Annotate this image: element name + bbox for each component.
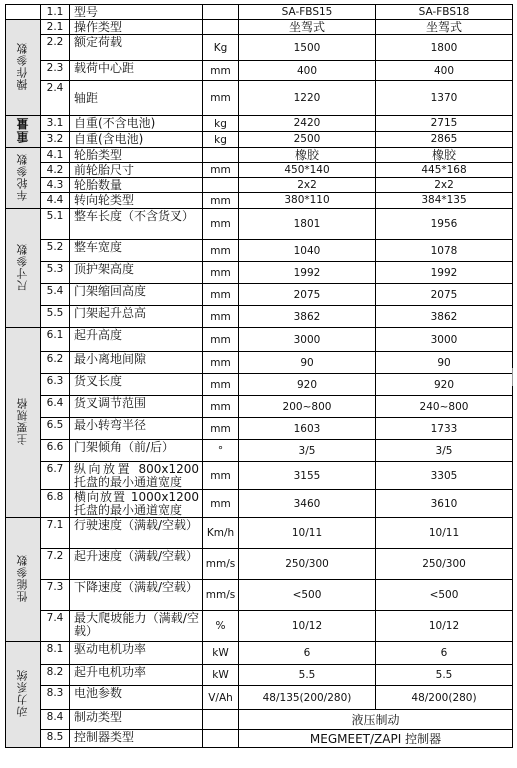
row-number: 1.1 (41, 5, 70, 20)
spec-row (6, 193, 513, 209)
model-b-value: 5.5 (376, 665, 513, 686)
row-name: 门架倾角（前/后） (70, 440, 203, 462)
header-blank-cell (6, 5, 41, 20)
scroll-mark (512, 368, 516, 386)
model-b-value: 2x2 (376, 178, 513, 193)
row-number: 5.2 (41, 240, 70, 262)
model-a-value: 1801 (239, 209, 376, 240)
model-a-value: 10/11 (239, 518, 376, 549)
row-unit: mm (203, 396, 239, 418)
header-row (6, 5, 513, 20)
spec-table (5, 4, 513, 748)
row-number: 6.4 (41, 396, 70, 418)
row-name: 转向轮类型 (70, 193, 203, 209)
spec-row (6, 374, 513, 396)
section-label: 尺寸参数 (16, 242, 29, 291)
model-a-value: 920 (239, 374, 376, 396)
merged-value: 液压制动 (239, 710, 513, 730)
model-a-value: 10/12 (239, 611, 376, 642)
row-name: 门架缩回高度 (70, 284, 203, 306)
model-b-value: 2075 (376, 284, 513, 306)
model-a-value: 3460 (239, 490, 376, 518)
row-unit: Km/h (203, 518, 239, 549)
row-number: 4.1 (41, 148, 70, 163)
row-number: 5.5 (41, 306, 70, 328)
section-label: 性能参数 (16, 554, 29, 602)
row-name: 行驶速度（满载/空载） (70, 518, 203, 549)
spec-row (6, 642, 513, 665)
spec-row (6, 490, 513, 518)
model-a-value: 2075 (239, 284, 376, 306)
model-b-value: 250/300 (376, 549, 513, 580)
model-a-value: 坐驾式 (239, 20, 376, 35)
row-name: 货叉长度 (70, 374, 203, 396)
section-label-cell (6, 518, 41, 642)
model-a-value: 2x2 (239, 178, 376, 193)
model-b-value: 90 (376, 352, 513, 374)
model-a-value: 5.5 (239, 665, 376, 686)
row-name: 轮胎数量 (70, 178, 203, 193)
row-unit (203, 20, 239, 35)
row-name: 整车宽度 (70, 240, 203, 262)
model-a-value: 3155 (239, 462, 376, 490)
row-number: 5.4 (41, 284, 70, 306)
model-b-value: 240~800 (376, 396, 513, 418)
spec-row (6, 665, 513, 686)
model-b-value: 橡胶 (376, 148, 513, 163)
row-number: 2.3 (41, 61, 70, 81)
model-b-value: 3610 (376, 490, 513, 518)
spec-row (6, 35, 513, 61)
row-number: 7.2 (41, 549, 70, 580)
model-a-value: 48/135(200/280) (239, 686, 376, 710)
model-a-value: 2500 (239, 132, 376, 148)
row-number: 6.6 (41, 440, 70, 462)
row-name: 货叉调节范围 (70, 396, 203, 418)
model-b-value: 3/5 (376, 440, 513, 462)
row-number: 6.5 (41, 418, 70, 440)
row-number: 4.4 (41, 193, 70, 209)
model-a-value: 橡胶 (239, 148, 376, 163)
model-a-value: 1220 (239, 81, 376, 116)
model-b-value: 3305 (376, 462, 513, 490)
spec-row (6, 61, 513, 81)
section-label: 动力系统 (16, 669, 29, 717)
spec-row (6, 352, 513, 374)
spec-row (6, 440, 513, 462)
section-label-cell (6, 116, 41, 148)
row-number: 6.1 (41, 328, 70, 352)
model-a-value: 3862 (239, 306, 376, 328)
row-name: 起升电机功率 (70, 665, 203, 686)
row-number: 8.3 (41, 686, 70, 710)
spec-sheet (5, 4, 512, 763)
row-number: 6.8 (41, 490, 70, 518)
row-name: 自重(含电池) (70, 132, 203, 148)
row-name: 制动类型 (70, 710, 203, 730)
row-number: 7.3 (41, 580, 70, 611)
row-number: 3.1 (41, 116, 70, 132)
model-a-value: 1500 (239, 35, 376, 61)
row-number: 2.1 (41, 20, 70, 35)
spec-row (6, 240, 513, 262)
spec-row (6, 132, 513, 148)
model-b-value: 6 (376, 642, 513, 665)
row-unit: mm (203, 418, 239, 440)
row-unit: kW (203, 665, 239, 686)
model-b-value: 2715 (376, 116, 513, 132)
row-unit (203, 710, 239, 730)
section-label: 主要规格 (16, 397, 29, 445)
model-a-value: 250/300 (239, 549, 376, 580)
model-a-value: 3000 (239, 328, 376, 352)
model-b-value: 2865 (376, 132, 513, 148)
row-unit: mm (203, 81, 239, 116)
row-number: 8.1 (41, 642, 70, 665)
row-name: 驱动电机功率 (70, 642, 203, 665)
row-name: 门架起升总高 (70, 306, 203, 328)
spec-row (6, 730, 513, 748)
row-number: 2.2 (41, 35, 70, 61)
spec-row (6, 710, 513, 730)
model-b-value: 10/11 (376, 518, 513, 549)
model-a-value: 1992 (239, 262, 376, 284)
row-name: 纵向放置 800x1200 托盘的最小通道宽度 (70, 462, 203, 490)
row-unit: mm (203, 209, 239, 240)
row-unit: mm/s (203, 549, 239, 580)
model-b-value: 48/200(280) (376, 686, 513, 710)
row-unit: mm (203, 163, 239, 178)
row-unit: ° (203, 440, 239, 462)
section-label-cell (6, 209, 41, 328)
model-b-value: 920 (376, 374, 513, 396)
model-a-value: 3/5 (239, 440, 376, 462)
model-b-value: <500 (376, 580, 513, 611)
row-name: 整车长度（不含货叉） (70, 209, 203, 240)
row-number: 5.1 (41, 209, 70, 240)
spec-row (6, 163, 513, 178)
row-number: 5.3 (41, 262, 70, 284)
row-name: 起升高度 (70, 328, 203, 352)
row-unit (203, 730, 239, 748)
model-a-value: 90 (239, 352, 376, 374)
row-number: 3.2 (41, 132, 70, 148)
section-label-cell (6, 328, 41, 518)
row-unit: kW (203, 642, 239, 665)
row-name: 控制器类型 (70, 730, 203, 748)
row-name: 起升速度（满载/空载） (70, 549, 203, 580)
spec-row (6, 209, 513, 240)
row-unit: mm (203, 284, 239, 306)
model-b-value: 1800 (376, 35, 513, 61)
row-name: 最小转弯半径 (70, 418, 203, 440)
model-b-value: 坐驾式 (376, 20, 513, 35)
spec-row (6, 148, 513, 163)
row-name: 横向放置 1000x1200 托盘的最小通道宽度 (70, 490, 203, 518)
model-a-value: 1603 (239, 418, 376, 440)
row-unit: mm (203, 490, 239, 518)
row-number: 6.7 (41, 462, 70, 490)
section-label-cell (6, 20, 41, 116)
row-name: 最大爬坡能力（满载/空载） (70, 611, 203, 642)
row-name: 轴距 (70, 81, 203, 116)
row-number: 2.4 (41, 81, 70, 116)
model-b-value: 445*168 (376, 163, 513, 178)
row-unit: V/Ah (203, 686, 239, 710)
row-name: 电池参数 (70, 686, 203, 710)
model-a-value: 380*110 (239, 193, 376, 209)
row-unit: mm (203, 462, 239, 490)
model-a-header: SA-FBS15 (239, 5, 376, 20)
spec-row (6, 328, 513, 352)
model-b-value: 1992 (376, 262, 513, 284)
row-unit: mm (203, 193, 239, 209)
row-unit: mm (203, 306, 239, 328)
section-label-cell (6, 642, 41, 748)
spec-row (6, 284, 513, 306)
model-a-value: 450*140 (239, 163, 376, 178)
spec-row (6, 81, 513, 116)
section-label: 重量 (16, 117, 30, 143)
model-b-value: 384*135 (376, 193, 513, 209)
spec-row (6, 518, 513, 549)
row-number: 6.3 (41, 374, 70, 396)
row-name: 下降速度（满载/空载） (70, 580, 203, 611)
row-number: 8.4 (41, 710, 70, 730)
row-name: 轮胎类型 (70, 148, 203, 163)
section-label: 车轮参数 (16, 152, 29, 201)
row-unit: % (203, 611, 239, 642)
spec-row (6, 580, 513, 611)
model-b-value: 1078 (376, 240, 513, 262)
row-unit (203, 178, 239, 193)
row-unit: mm (203, 374, 239, 396)
model-b-value: 3862 (376, 306, 513, 328)
row-unit: mm/s (203, 580, 239, 611)
row-unit: mm (203, 61, 239, 81)
section-label: 操作参数 (16, 42, 29, 90)
header-unit-cell (203, 5, 239, 20)
model-a-value: 2420 (239, 116, 376, 132)
model-a-value: 400 (239, 61, 376, 81)
spec-row (6, 686, 513, 710)
model-b-value: 400 (376, 61, 513, 81)
row-name: 前轮胎尺寸 (70, 163, 203, 178)
spec-row (6, 20, 513, 35)
row-unit: mm (203, 328, 239, 352)
row-number: 4.3 (41, 178, 70, 193)
model-b-value: 10/12 (376, 611, 513, 642)
model-b-value: 3000 (376, 328, 513, 352)
spec-row (6, 418, 513, 440)
row-number: 4.2 (41, 163, 70, 178)
row-unit: mm (203, 262, 239, 284)
spec-row (6, 116, 513, 132)
spec-row (6, 549, 513, 580)
row-unit: mm (203, 352, 239, 374)
row-unit: mm (203, 240, 239, 262)
spec-row (6, 611, 513, 642)
spec-row (6, 462, 513, 490)
spec-row (6, 306, 513, 328)
row-unit: Kg (203, 35, 239, 61)
row-name: 操作类型 (70, 20, 203, 35)
row-name: 载荷中心距 (70, 61, 203, 81)
merged-value: MEGMEET/ZAPI 控制器 (239, 730, 513, 748)
row-name: 自重(不含电池) (70, 116, 203, 132)
model-b-value: 1956 (376, 209, 513, 240)
model-b-header: SA-FBS18 (376, 5, 513, 20)
model-a-value: <500 (239, 580, 376, 611)
row-unit (203, 148, 239, 163)
section-label-cell (6, 148, 41, 209)
row-unit: kg (203, 132, 239, 148)
model-b-value: 1370 (376, 81, 513, 116)
spec-row (6, 178, 513, 193)
row-number: 7.4 (41, 611, 70, 642)
row-number: 8.2 (41, 665, 70, 686)
row-unit: kg (203, 116, 239, 132)
row-number: 7.1 (41, 518, 70, 549)
row-name: 额定荷载 (70, 35, 203, 61)
row-name: 顶护架高度 (70, 262, 203, 284)
row-name: 型号 (70, 5, 203, 20)
model-a-value: 200~800 (239, 396, 376, 418)
row-name: 最小离地间隙 (70, 352, 203, 374)
spec-row (6, 262, 513, 284)
model-b-value: 1733 (376, 418, 513, 440)
row-number: 8.5 (41, 730, 70, 748)
row-number: 6.2 (41, 352, 70, 374)
spec-row (6, 396, 513, 418)
model-a-value: 1040 (239, 240, 376, 262)
model-a-value: 6 (239, 642, 376, 665)
